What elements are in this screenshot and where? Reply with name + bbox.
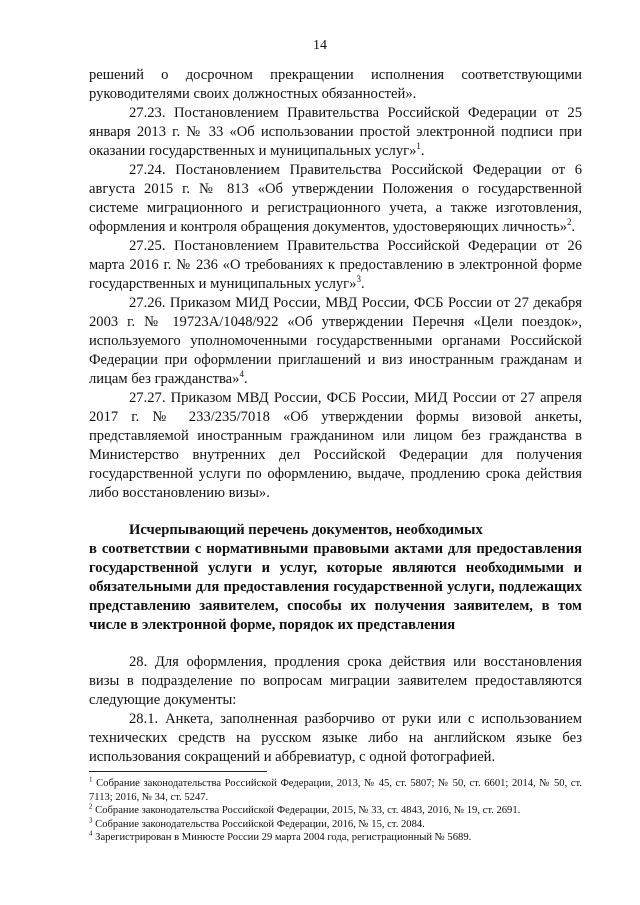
section-heading: Исчерпывающий перечень документов, необходимых в соответствии с нормативными правовыми актами для предоставления государственной услуги и услуг, которые являются необходимыми и обязательными для предоставления государственной услуги, подлежащих представлению заявителем, способы их получения заявителем, в том числе в электронной форме, порядок их представления xyxy=(89,522,582,633)
page-number: 14 xyxy=(313,38,327,53)
footnote: $^4$ Зарегистрирован в Минюсте России 29 марта 2004 года, регистрационный № 5689. xyxy=(89,829,472,843)
paragraph-continuation: решений о досрочном прекращении исполнения соответствующими руководителями своих должностных обязанностей». xyxy=(89,67,582,102)
footnote: $^3$ Собрание законодательства Российской Федерации, 2016, № 15, ст. 2084. xyxy=(89,815,425,830)
footnote: $^1$ Собрание законодательства Российской Федерации, 2013, № 45, ст. 5807; № 50, ст. 6601; 2014, № 50, ст. 7113; 2016, № 34, ст. 5247. xyxy=(89,775,582,803)
footnote-divider xyxy=(89,771,267,772)
paragraph-28: 28. Для оформления, продления срока действия или восстановления визы в подразделение по вопросам миграции заявителем предоставляются следующие документы: xyxy=(89,654,582,708)
footnote-ref: 4 xyxy=(239,369,244,380)
paragraph-27-25: 27.25. Постановлением Правительства Российской Федерации от 26 марта 2016 г. № 236 «О требованиях к предоставлению в электронной форме государственных и муниципальных услуг»$^3$. xyxy=(89,238,582,292)
paragraph-27-26: 27.26. Приказом МИД России, МВД России, ФСБ России от 27 декабря 2003 г. № 19723А/1048/922 «Об утверждении Перечня «Цели поездок», используемого уполномоченными государственными органами Российской Федерации при оформлении приглашений и виз иностранным гражданам и лицам без гражданства»$^4$. xyxy=(89,295,582,387)
footnotes xyxy=(89,777,582,845)
paragraph-28-1: 28.1. Анкета, заполненная разборчиво от руки или с использованием технических средств на русском языке либо на английском языке без использования сокращений и аббревиатур, с одной фотографией. xyxy=(89,711,582,765)
paragraph-27-27: 27.27. Приказом МВД России, ФСБ России, МИД России от 27 апреля 2017 г. № 233/235/7018 «Об утверждении формы визовой анкеты, представляемой иностранным гражданином или лицом без гражданства в Министерство внутренних дел Российской Федерации для получения государственной услуги по оформлению, выдаче, продлению срока действия либо восстановлению визы». xyxy=(89,390,582,501)
footnote-ref: 3 xyxy=(356,274,361,285)
footnote-ref: 1 xyxy=(416,141,421,152)
footnote: $^2$ Собрание законодательства Российской Федерации, 2015, № 33, ст. 4843, 2016, № 19, ст. 2691. xyxy=(89,802,521,816)
footnote-ref: 2 xyxy=(567,217,572,228)
paragraph-27-23: 27.23. Постановлением Правительства Российской Федерации от 25 января 2013 г. № 33 «Об использовании простой электронной подписи при оказании государственных и муниципальных услуг»$^1$. xyxy=(89,105,582,159)
document-body xyxy=(89,66,582,767)
paragraph-27-24: 27.24. Постановлением Правительства Российской Федерации от 6 августа 2015 г. № 813 «Об утверждении Положения о государственной системе миграционного и регистрационного учета, а также изготовления, оформления и контроля обращения документов, удостоверяющих личность»$^2$. xyxy=(89,162,582,235)
